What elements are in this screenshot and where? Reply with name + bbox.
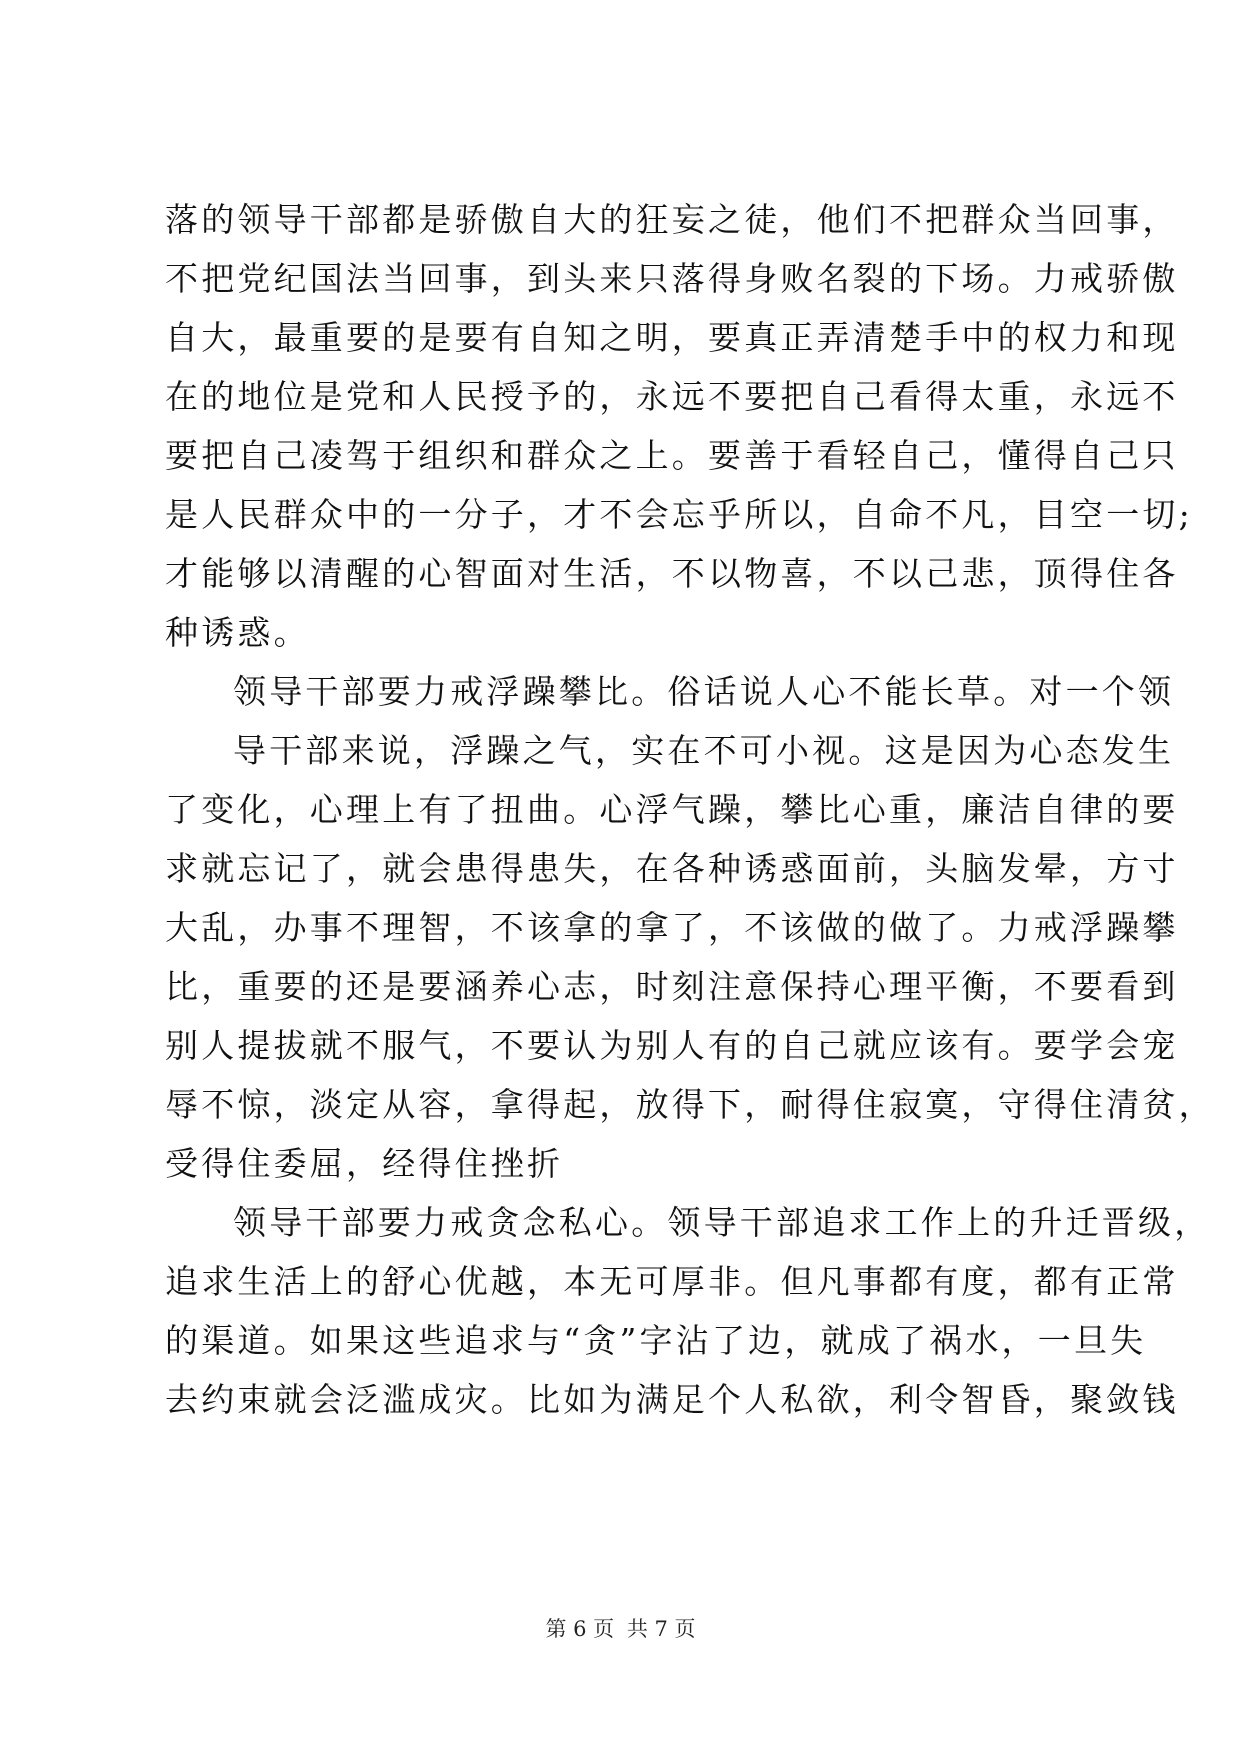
text-line: 大乱，办事不理智，不该拿的拿了，不该做的做了。力戒浮躁攀 bbox=[165, 908, 1179, 947]
text-line: 是人民群众中的一分子，才不会忘乎所以，自命不凡，目空一切; bbox=[165, 495, 1193, 534]
text-line: 不把党纪国法当回事，到头来只落得身败名裂的下场。力戒骄傲 bbox=[165, 259, 1179, 298]
text-line: 受得住委屈，经得住挫折 bbox=[165, 1144, 564, 1183]
text-line: 去约束就会泛滥成灾。比如为满足个人私欲，利令智昏，聚敛钱 bbox=[165, 1380, 1179, 1419]
text-line: 要把自己凌驾于组织和群众之上。要善于看轻自己，懂得自己只 bbox=[165, 436, 1179, 475]
text-line: 种诱惑。 bbox=[165, 613, 310, 652]
text-line: 辱不惊，淡定从容，拿得起，放得下，耐得住寂寞，守得住清贫， bbox=[165, 1085, 1215, 1124]
text-line: 才能够以清醒的心智面对生活，不以物喜，不以己悲，顶得住各 bbox=[165, 554, 1179, 593]
text-line: 求就忘记了，就会患得患失，在各种诱惑面前，头脑发晕，方寸 bbox=[165, 849, 1179, 888]
text-line: 比，重要的还是要涵养心志，时刻注意保持心理平衡，不要看到 bbox=[165, 967, 1179, 1006]
text-line: 的渠道。如果这些追求与“贪”字沾了边，就成了祸水，一旦失 bbox=[165, 1321, 1147, 1360]
text-line: 了变化，心理上有了扭曲。心浮气躁，攀比心重，廉洁自律的要 bbox=[165, 790, 1179, 829]
page-total: 共 7 页 bbox=[626, 1617, 696, 1641]
text-line: 在的地位是党和人民授予的，永远不要把自己看得太重，永远不 bbox=[165, 377, 1179, 416]
text-line: 自大，最重要的是要有自知之明，要真正弄清楚手中的权力和现 bbox=[165, 318, 1179, 357]
page-footer bbox=[0, 1615, 1241, 1643]
page-number: 第 6 页 bbox=[545, 1617, 615, 1641]
text-line: 追求生活上的舒心优越，本无可厚非。但凡事都有度，都有正常 bbox=[165, 1262, 1179, 1301]
paragraph-start-line: 领导干部要力戒贪念私心。领导干部追求工作上的升迁晋级， bbox=[233, 1203, 1211, 1242]
text-line: 别人提拔就不服气，不要认为别人有的自己就应该有。要学会宠 bbox=[165, 1026, 1179, 1065]
paragraph-start-line: 领导干部要力戒浮躁攀比。俗话说人心不能长草。对一个领 bbox=[233, 672, 1175, 711]
text-line: 导干部来说，浮躁之气，实在不可小视。这是因为心态发生 bbox=[233, 731, 1175, 770]
text-line: 落的领导干部都是骄傲自大的狂妄之徒，他们不把群众当回事， bbox=[165, 200, 1179, 239]
